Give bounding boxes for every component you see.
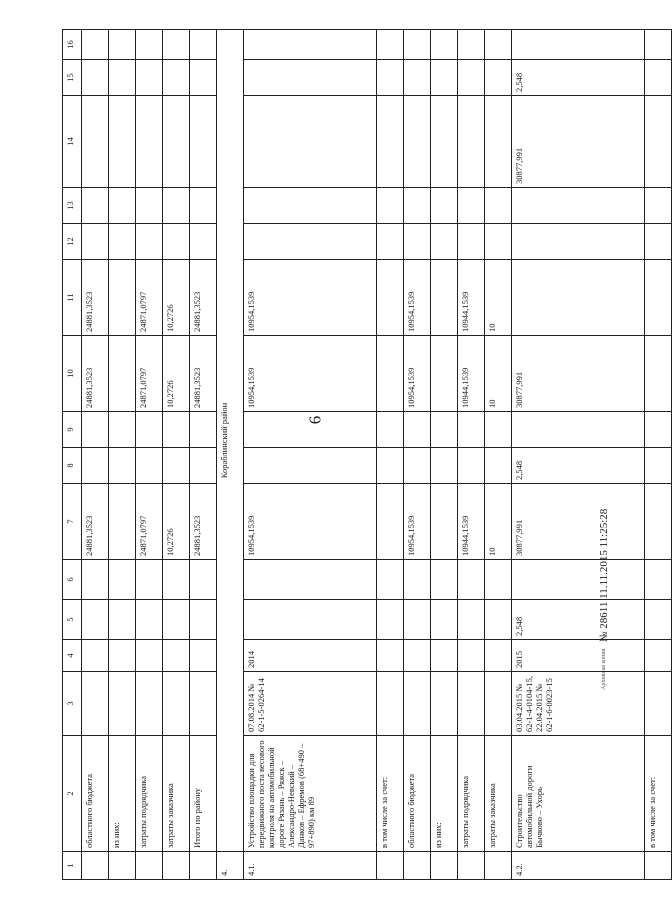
table-row: [404, 30, 431, 880]
table-cell: [458, 560, 485, 600]
table-cell: [82, 96, 109, 188]
table-cell: [163, 448, 190, 484]
table-cell: затраты подрядчика: [136, 736, 163, 852]
table-cell: [136, 188, 163, 224]
table-cell: 24881,3523: [82, 336, 109, 412]
table-cell: [458, 448, 485, 484]
column-number: 4: [63, 640, 82, 672]
table-cell: [377, 224, 404, 260]
table-row: [377, 30, 404, 880]
table-cell: [645, 260, 672, 336]
table-cell: [190, 672, 217, 736]
table-row: [645, 30, 672, 880]
table-cell: [244, 96, 377, 188]
table-cell: [431, 640, 458, 672]
table-cell: [485, 60, 512, 96]
table-cell: [404, 448, 431, 484]
table-cell: [485, 188, 512, 224]
table-cell: [109, 852, 136, 880]
table-cell: затраты заказчика: [163, 736, 190, 852]
document-id: № 28611 11.11.2015 11:25:28: [598, 508, 610, 642]
table-row: [163, 30, 190, 880]
table-cell: [458, 224, 485, 260]
table-cell: [109, 560, 136, 600]
table-cell: [109, 484, 136, 560]
table-cell: [82, 672, 109, 736]
table-cell: [244, 560, 377, 600]
table-cell: [485, 448, 512, 484]
table-cell: [82, 560, 109, 600]
table-cell: 10944,1539: [458, 484, 485, 560]
table-cell: [109, 336, 136, 412]
table-cell: [645, 96, 672, 188]
table-cell: [645, 224, 672, 260]
table-cell: [645, 60, 672, 96]
budget-table: [62, 29, 672, 880]
table-cell: [82, 224, 109, 260]
table-cell: [458, 60, 485, 96]
table-cell: [136, 60, 163, 96]
table-cell: [136, 600, 163, 640]
table-cell: [404, 852, 431, 880]
table-cell: [163, 600, 190, 640]
table-cell: [109, 224, 136, 260]
table-cell: [163, 96, 190, 188]
table-cell: [485, 412, 512, 448]
column-number: 5: [63, 600, 82, 640]
table-cell: 4.1.: [244, 852, 377, 880]
table-cell: затраты подрядчика: [458, 736, 485, 852]
column-number: 11: [63, 260, 82, 336]
column-number: 1: [63, 852, 82, 880]
table-cell: [431, 336, 458, 412]
table-row: [485, 30, 512, 880]
table-cell: [512, 560, 645, 600]
table-cell: [244, 30, 377, 60]
table-cell: [82, 188, 109, 224]
table-cell: [404, 96, 431, 188]
table-cell: 10: [485, 260, 512, 336]
table-cell: [109, 412, 136, 448]
table-cell: [404, 600, 431, 640]
archive-stamp: Архивная копия: [600, 648, 607, 690]
table-cell: [244, 448, 377, 484]
table-cell: Устройство площадки для передвижного поста весового контроля на автомобильной дороге Рязань – Ряжск – Александро-Невский – Данков – Ефремов (68+490 – 97+890) км 89: [244, 736, 377, 852]
table-cell: [163, 852, 190, 880]
region-name: Кораблинский район: [217, 30, 244, 852]
table-cell: [82, 640, 109, 672]
table-cell: Итого по району: [190, 736, 217, 852]
table-cell: [485, 96, 512, 188]
table-cell: [377, 260, 404, 336]
table-cell: [190, 852, 217, 880]
table-cell: [512, 224, 645, 260]
table-cell: [136, 448, 163, 484]
table-cell: 2,548: [512, 600, 645, 640]
table-cell: [136, 640, 163, 672]
table-cell: [109, 60, 136, 96]
table-cell: [377, 188, 404, 224]
table-cell: 2,548: [512, 60, 645, 96]
table-cell: [163, 412, 190, 448]
table-cell: [190, 560, 217, 600]
table-cell: [645, 560, 672, 600]
table-cell: [485, 640, 512, 672]
table-cell: 10954,1539: [404, 484, 431, 560]
table-cell: [136, 96, 163, 188]
table-cell: [485, 600, 512, 640]
table-cell: [431, 412, 458, 448]
table-cell: [163, 560, 190, 600]
table-cell: [190, 96, 217, 188]
table-cell: затраты заказчика: [485, 736, 512, 852]
table-cell: [190, 640, 217, 672]
table-cell: 10,2726: [163, 260, 190, 336]
table-cell: 30877,991: [512, 96, 645, 188]
region-number: 4.: [217, 852, 244, 880]
table-cell: [377, 852, 404, 880]
column-number: 10: [63, 336, 82, 412]
table-cell: [190, 188, 217, 224]
table-cell: в том числе за счет:: [377, 736, 404, 852]
table-cell: 24881,3523: [82, 260, 109, 336]
table-cell: [645, 30, 672, 60]
table-cell: [431, 560, 458, 600]
table-cell: [190, 30, 217, 60]
column-number: 7: [63, 484, 82, 560]
column-number: 2: [63, 736, 82, 852]
table-cell: [431, 852, 458, 880]
table-cell: [431, 224, 458, 260]
table-cell: [431, 96, 458, 188]
table-cell: 24881,3523: [190, 260, 217, 336]
region-row: [217, 30, 244, 880]
table-cell: [431, 60, 458, 96]
header-row: [63, 30, 82, 880]
table-cell: [485, 852, 512, 880]
table-cell: из них:: [109, 736, 136, 852]
table-cell: [109, 188, 136, 224]
table-cell: 30877,991: [512, 336, 645, 412]
table-cell: [377, 412, 404, 448]
column-number: 14: [63, 96, 82, 188]
table-cell: [512, 412, 645, 448]
table-cell: [431, 600, 458, 640]
table-cell: 10954,1539: [404, 260, 431, 336]
table-cell: [377, 336, 404, 412]
table-cell: [82, 600, 109, 640]
table-cell: [163, 30, 190, 60]
table-cell: [645, 336, 672, 412]
table-cell: [163, 188, 190, 224]
table-cell: [512, 30, 645, 60]
table-cell: 10: [485, 336, 512, 412]
table-cell: [458, 412, 485, 448]
table-row: [136, 30, 163, 880]
table-cell: 10954,1539: [244, 336, 377, 412]
table-cell: [109, 600, 136, 640]
table-cell: [377, 600, 404, 640]
table-cell: [431, 448, 458, 484]
column-number: 8: [63, 448, 82, 484]
column-number: 16: [63, 30, 82, 60]
table-cell: 24871,0797: [136, 336, 163, 412]
table-cell: [404, 188, 431, 224]
table-cell: 10: [485, 484, 512, 560]
table-cell: областного бюджета: [82, 736, 109, 852]
table-row: [431, 30, 458, 880]
table-cell: 10954,1539: [244, 484, 377, 560]
table-cell: 2,548: [512, 448, 645, 484]
table-cell: [190, 600, 217, 640]
table-cell: [645, 852, 672, 880]
table-cell: [377, 560, 404, 600]
table-cell: [458, 30, 485, 60]
table-cell: [190, 448, 217, 484]
table-cell: 4.2.: [512, 852, 645, 880]
table-cell: 24881,3523: [82, 484, 109, 560]
table-cell: [404, 672, 431, 736]
table-cell: 10,2726: [163, 484, 190, 560]
table-cell: [431, 672, 458, 736]
column-number: 13: [63, 188, 82, 224]
table-cell: [82, 852, 109, 880]
table-cell: [136, 224, 163, 260]
table-cell: [244, 60, 377, 96]
table-cell: [645, 188, 672, 224]
table-cell: [377, 672, 404, 736]
table-cell: [163, 60, 190, 96]
table-cell: [485, 672, 512, 736]
table-cell: [136, 672, 163, 736]
table-cell: [377, 30, 404, 60]
table-cell: [163, 672, 190, 736]
table-cell: [377, 448, 404, 484]
table-cell: 24881,3523: [190, 484, 217, 560]
table-row: [512, 30, 645, 880]
table-cell: [244, 600, 377, 640]
table-cell: [82, 448, 109, 484]
table-cell: [404, 412, 431, 448]
table-cell: [404, 60, 431, 96]
table-cell: [163, 640, 190, 672]
table-cell: [431, 188, 458, 224]
table-cell: [109, 30, 136, 60]
table-cell: [512, 260, 645, 336]
table-cell: [512, 188, 645, 224]
table-cell: 30877,991: [512, 484, 645, 560]
table-cell: [377, 484, 404, 560]
column-number: 6: [63, 560, 82, 600]
table-cell: [485, 560, 512, 600]
column-number: 15: [63, 60, 82, 96]
table-cell: [190, 412, 217, 448]
table-cell: [109, 640, 136, 672]
column-number: 9: [63, 412, 82, 448]
table-cell: [458, 188, 485, 224]
table-cell: [109, 260, 136, 336]
table-cell: [377, 60, 404, 96]
table-cell: в том числе за счет:: [645, 736, 672, 852]
table-cell: 10,2726: [163, 336, 190, 412]
column-number: 12: [63, 224, 82, 260]
table-cell: из них:: [431, 736, 458, 852]
table-cell: [190, 224, 217, 260]
table-cell: [431, 260, 458, 336]
table-cell: 10954,1539: [244, 260, 377, 336]
table-cell: 07.08.2014 № 62-1-5-0264-14: [244, 672, 377, 736]
table-cell: [136, 30, 163, 60]
table-row: [244, 30, 377, 880]
table-row: [190, 30, 217, 880]
table-cell: [431, 30, 458, 60]
table-cell: 10944,1539: [458, 336, 485, 412]
table-cell: [645, 412, 672, 448]
table-cell: [645, 484, 672, 560]
table-cell: [109, 672, 136, 736]
table-cell: 10954,1539: [404, 336, 431, 412]
table-row: [109, 30, 136, 880]
table-cell: [404, 640, 431, 672]
table-cell: [163, 224, 190, 260]
table-cell: [645, 672, 672, 736]
table-cell: [109, 448, 136, 484]
table-cell: [645, 448, 672, 484]
table-cell: [404, 224, 431, 260]
table-cell: [458, 672, 485, 736]
table-cell: [82, 60, 109, 96]
table-cell: 2014: [244, 640, 377, 672]
table-cell: 10944,1539: [458, 260, 485, 336]
table-cell: [136, 412, 163, 448]
table-cell: областного бюджета: [404, 736, 431, 852]
table-cell: 24871,0797: [136, 260, 163, 336]
table-cell: [458, 600, 485, 640]
table-cell: Строительство автомобильной дороги Бычково – Ухорь: [512, 736, 645, 852]
table-cell: [404, 560, 431, 600]
table-cell: 24881,3523: [190, 336, 217, 412]
table-cell: 03.04.2015 № 62-1-4-0104-15, 22.04.2015 № 62-1-6-0023-15: [512, 672, 645, 736]
table-cell: 24871,0797: [136, 484, 163, 560]
table-row: [82, 30, 109, 880]
table-cell: [136, 560, 163, 600]
table-cell: [377, 96, 404, 188]
table-cell: [82, 30, 109, 60]
table-cell: [485, 30, 512, 60]
table-cell: [190, 60, 217, 96]
table-cell: [404, 30, 431, 60]
table-cell: [109, 96, 136, 188]
table-cell: [431, 484, 458, 560]
table-cell: [244, 188, 377, 224]
table-cell: 2015: [512, 640, 645, 672]
table-cell: [458, 640, 485, 672]
table-cell: [458, 96, 485, 188]
table-cell: [485, 224, 512, 260]
column-number: 3: [63, 672, 82, 736]
table-cell: [136, 852, 163, 880]
page-number: 6: [305, 415, 325, 425]
table-cell: [458, 852, 485, 880]
table-cell: [645, 600, 672, 640]
table-cell: [645, 640, 672, 672]
table-row: [458, 30, 485, 880]
table-cell: [244, 224, 377, 260]
table-cell: [244, 412, 377, 448]
table-cell: [82, 412, 109, 448]
table-cell: [377, 640, 404, 672]
